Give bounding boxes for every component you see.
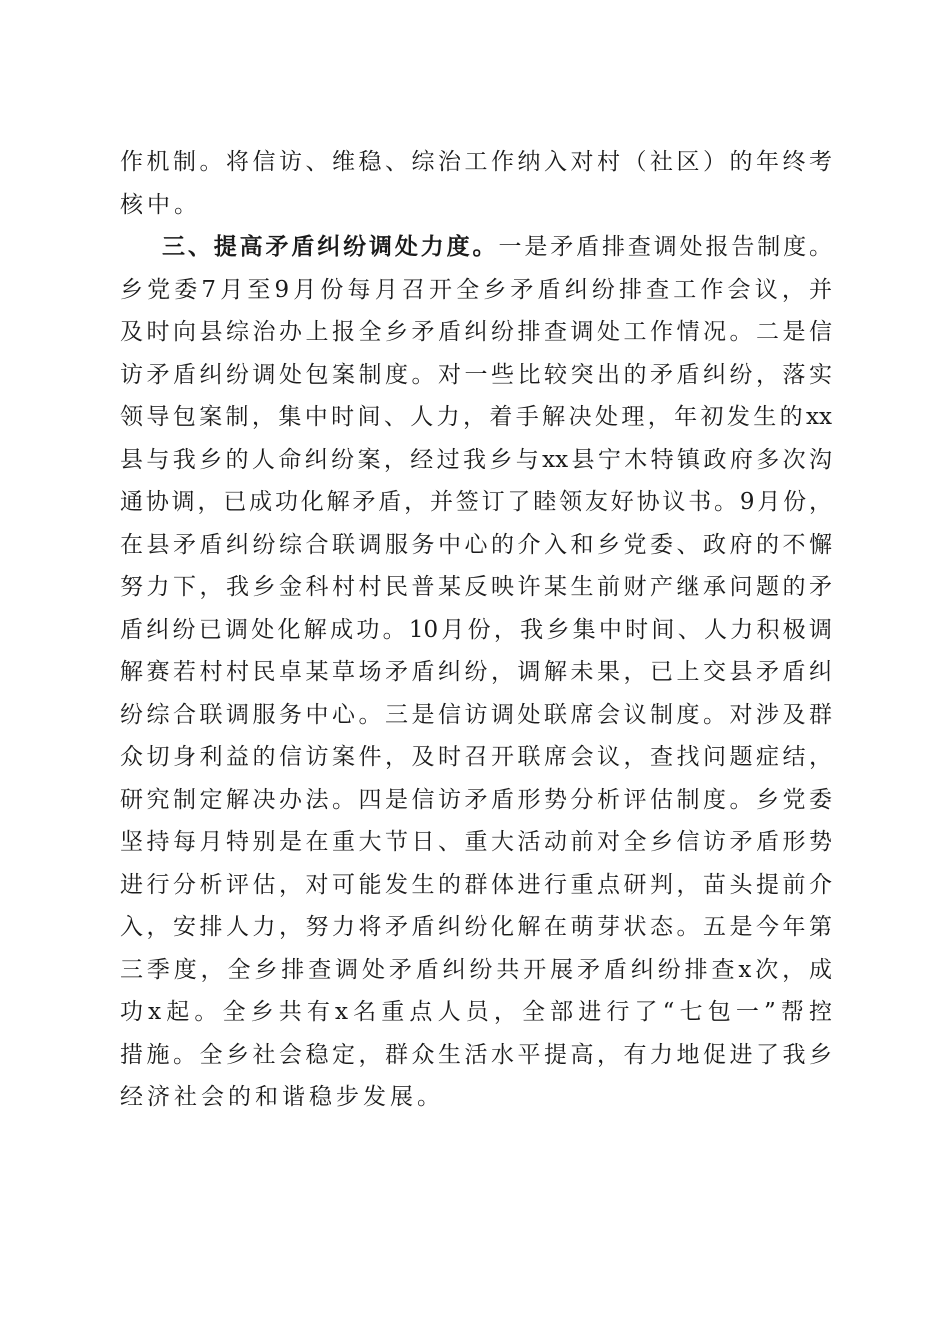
text-line: 入，安排人力，努力将矛盾纠纷化解在萌芽状态。五是今年第 — [120, 914, 832, 940]
text-line: 县与我乡的人命纠纷案，经过我乡与xx县宁木特镇政府多次沟 — [120, 446, 832, 473]
text-line: 经济社会的和谐稳步发展。 — [120, 1084, 444, 1110]
text-line: 坚持每月特别是在重大节日、重大活动前对全乡信访矛盾形势 — [120, 829, 832, 855]
text-line: 在县矛盾纠纷综合联调服务中心的介入和乡党委、政府的不懈 — [120, 531, 832, 558]
text-line: 纷综合联调服务中心。三是信访调处联席会议制度。对涉及群 — [120, 701, 832, 728]
text-line: 研究制定解决办法。四是信访矛盾形势分析评估制度。乡党委 — [120, 786, 832, 813]
text-line: 努力下，我乡金科村村民普某反映许某生前财产继承问题的矛 — [120, 574, 832, 600]
text-line: 核中。 — [120, 191, 201, 218]
text-line: 作机制。将信访、维稳、综治工作纳入对村（社区）的年终考 — [120, 149, 832, 175]
section-three-first-line — [120, 226, 832, 269]
text-line: 解赛若村村民卓某草场矛盾纠纷，调解未果，已上交县矛盾纠 — [120, 659, 832, 685]
text-line: 访矛盾纠纷调处包案制度。对一些比较突出的矛盾纠纷，落实 — [120, 361, 832, 388]
text-line: 及时向县综治办上报全乡矛盾纠纷排查调处工作情况。二是信 — [120, 319, 832, 345]
text-fragment: 一是矛盾排查调处报告制度。 — [498, 234, 833, 260]
text-line: 措施。全乡社会稳定，群众生活水平提高，有力地促进了我乡 — [120, 1041, 832, 1068]
section-heading: 三、提高矛盾纠纷调处力度。 — [162, 234, 499, 260]
text-line: 进行分析评估，对可能发生的群体进行重点研判，苗头提前介 — [120, 871, 832, 898]
text-line: 三季度，全乡排查调处矛盾纠纷共开展矛盾纠纷排查x次，成 — [120, 956, 832, 983]
text-line: 功x起。全乡共有x名重点人员，全部进行了“七包一”帮控 — [120, 999, 832, 1025]
text-line: 乡党委7月至9月份每月召开全乡矛盾纠纷排查工作会议，并 — [120, 276, 832, 303]
body-text — [120, 141, 832, 1119]
text-line: 众切身利益的信访案件，及时召开联席会议，查找问题症结， — [120, 744, 832, 770]
text-line: 通协调，已成功化解矛盾，并签订了睦领友好协议书。9月份， — [120, 489, 832, 515]
text-line: 领导包案制，集中时间、人力，着手解决处理，年初发生的xx — [120, 404, 832, 430]
text-line: 盾纠纷已调处化解成功。10月份，我乡集中时间、人力积极调 — [120, 616, 832, 643]
